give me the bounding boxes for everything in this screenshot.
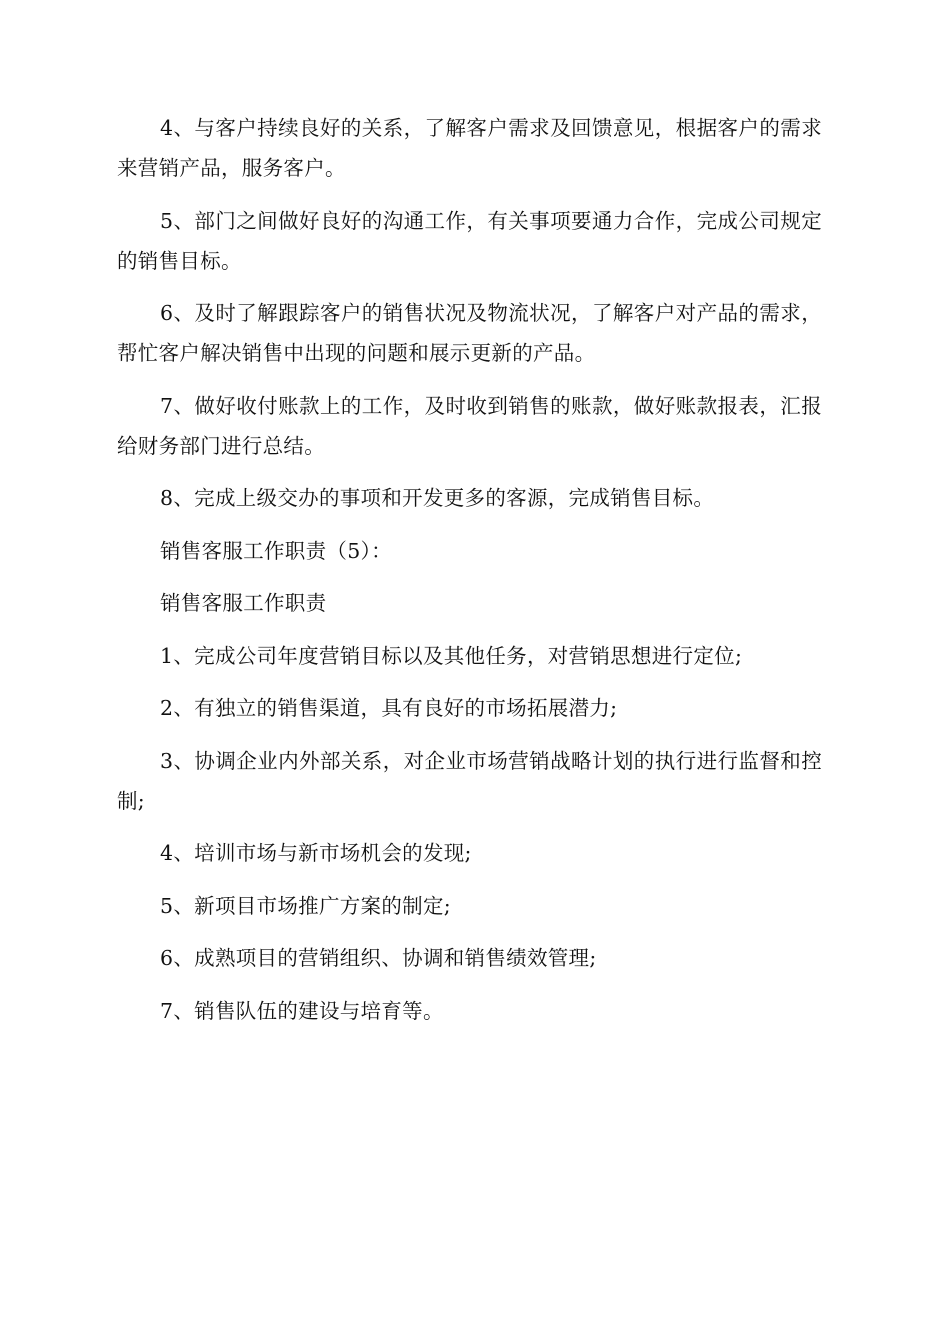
- paragraph-item-3: 3、协调企业内外部关系，对企业市场营销战略计划的执行进行监督和控制;: [117, 748, 822, 813]
- paragraph-duty-4: 4、与客户持续良好的关系，了解客户需求及回馈意见，根据客户的需求来营销产品，服务客户。: [117, 116, 822, 180]
- section-heading: 销售客服工作职责（5）：: [160, 538, 392, 563]
- paragraph-duty-5: 5、部门之间做好良好的沟通工作，有关事项要通力合作，完成公司规定的销售目标。: [117, 208, 822, 273]
- paragraph-item-5: 5、新项目市场推广方案的制定;: [160, 893, 451, 918]
- paragraph-duty-8: 8、完成上级交办的事项和开发更多的客源，完成销售目标。: [160, 486, 715, 510]
- section-subheading: 销售客服工作职责: [160, 591, 327, 615]
- paragraph-item-1: 1、完成公司年度营销目标以及其他任务，对营销思想进行定位;: [160, 643, 743, 668]
- paragraph-duty-6: 6、及时了解跟踪客户的销售状况及物流状况，了解客户对产品的需求，帮忙客户解决销售中出现的问题和展示更新的产品。: [117, 301, 822, 365]
- document-page: [117, 108, 822, 1043]
- paragraph-item-4: 4、培训市场与新市场机会的发现;: [160, 841, 472, 865]
- paragraph-item-2: 2、有独立的销售渠道，具有良好的市场拓展潜力;: [160, 696, 618, 720]
- paragraph-item-7: 7、销售队伍的建设与培育等。: [160, 998, 444, 1023]
- paragraph-duty-7: 7、做好收付账款上的工作，及时收到销售的账款，做好账款报表，汇报给财务部门进行总结。: [117, 393, 822, 458]
- paragraph-item-6: 6、成熟项目的营销组织、协调和销售绩效管理;: [160, 946, 597, 970]
